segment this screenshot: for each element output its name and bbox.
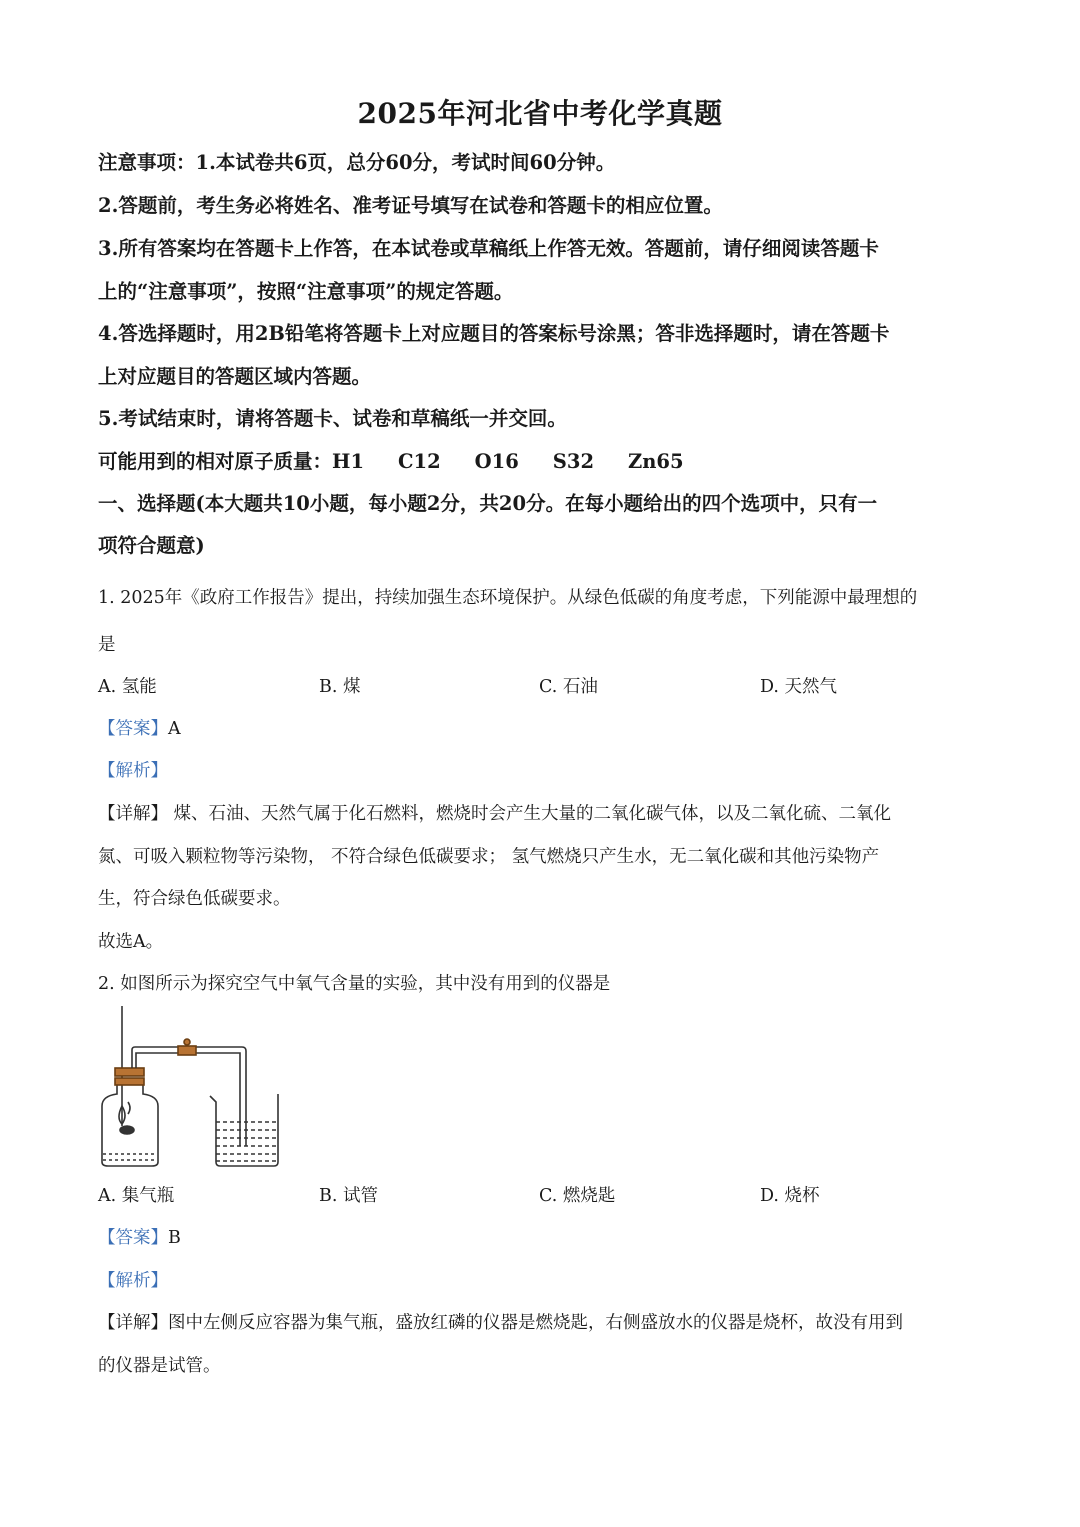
q1-analysis-tag: 【解析】 [98,761,168,781]
atomic-mass-item: S32 [552,450,595,473]
q1-stem: 是 [98,635,116,655]
section-heading: 一、选择题(本大题共10小题，每小题2分，共20分。在每小题给出的四个选项中，只有一 [98,492,878,515]
atomic-mass-item: Zn65 [628,450,684,473]
q1-option-a: A. 氢能 [98,677,157,697]
answer-tag: 【答案】 [98,719,168,739]
atomic-mass-label: 可能用到的相对原子质量： [98,450,333,473]
note-line: 2.答题前，考生务必将姓名、准考证号填写在试卷和答题卡的相应位置。 [98,194,723,217]
q2-detail: 的仪器是试管。 [98,1356,221,1376]
q1-detail: 氮、可吸入颗粒物等污染物， 不符合绿色低碳要求； 氢气燃烧只产生水，无二氧化碳和其他污染物产 [98,847,880,867]
q1-stem: 1. 2025年《政府工作报告》提出，持续加强生态环境保护。从绿色低碳的角度考虑，下列能源中最理想的 [98,588,918,608]
q1-option-d: D. 天然气 [760,677,838,697]
note-line: 上的“注意事项”，按照“注意事项”的规定答题。 [98,280,514,303]
q2-answer [98,1224,181,1249]
section-heading: 项符合题意) [98,534,205,557]
answer-value: B [168,1228,181,1248]
q2-option-c: C. 燃烧匙 [539,1186,616,1206]
q2-analysis-tag: 【解析】 [98,1271,168,1291]
note-line: 4.答选择题时，用2B铅笔将答题卡上对应题目的答案标号涂黑；答非选择题时，请在答题卡 [98,322,890,345]
q1-detail: 【详解】 煤、石油、天然气属于化石燃料，燃烧时会产生大量的二氧化碳气体，以及二氧化硫、二氧化 [98,804,892,824]
q2-option-b: B. 试管 [319,1186,378,1206]
q1-option-b: B. 煤 [319,677,361,697]
oxygen-experiment-figure [98,1006,288,1176]
atomic-mass-line [98,446,718,474]
q1-detail: 生，符合绿色低碳要求。 [98,889,291,909]
note-line: 注意事项：1.本试卷共6页，总分60分，考试时间60分钟。 [98,151,616,174]
atomic-mass-item: C12 [398,450,441,473]
q2-option-d: D. 烧杯 [760,1186,820,1206]
q1-option-c: C. 石油 [539,677,598,697]
atomic-mass-item: O16 [474,450,519,473]
note-line: 5.考试结束时，请将答题卡、试卷和草稿纸一并交回。 [98,407,567,430]
q2-option-a: A. 集气瓶 [98,1186,175,1206]
q2-detail: 【详解】图中左侧反应容器为集气瓶，盛放红磷的仪器是燃烧匙，右侧盛放水的仪器是烧杯，故没有用到 [98,1313,903,1333]
atomic-mass-item: H1 [332,450,365,473]
note-line: 3.所有答案均在答题卡上作答，在本试卷或草稿纸上作答无效。答题前，请仔细阅读答题卡 [98,237,879,260]
note-line: 上对应题目的答题区域内答题。 [98,365,372,388]
q1-detail: 故选A。 [98,932,164,952]
answer-value: A [168,719,181,739]
q2-stem: 2. 如图所示为探究空气中氧气含量的实验，其中没有用到的仪器是 [98,974,611,994]
q1-answer [98,715,181,740]
page-title: 2025年河北省中考化学真题 [357,97,723,130]
answer-tag: 【答案】 [98,1228,168,1248]
